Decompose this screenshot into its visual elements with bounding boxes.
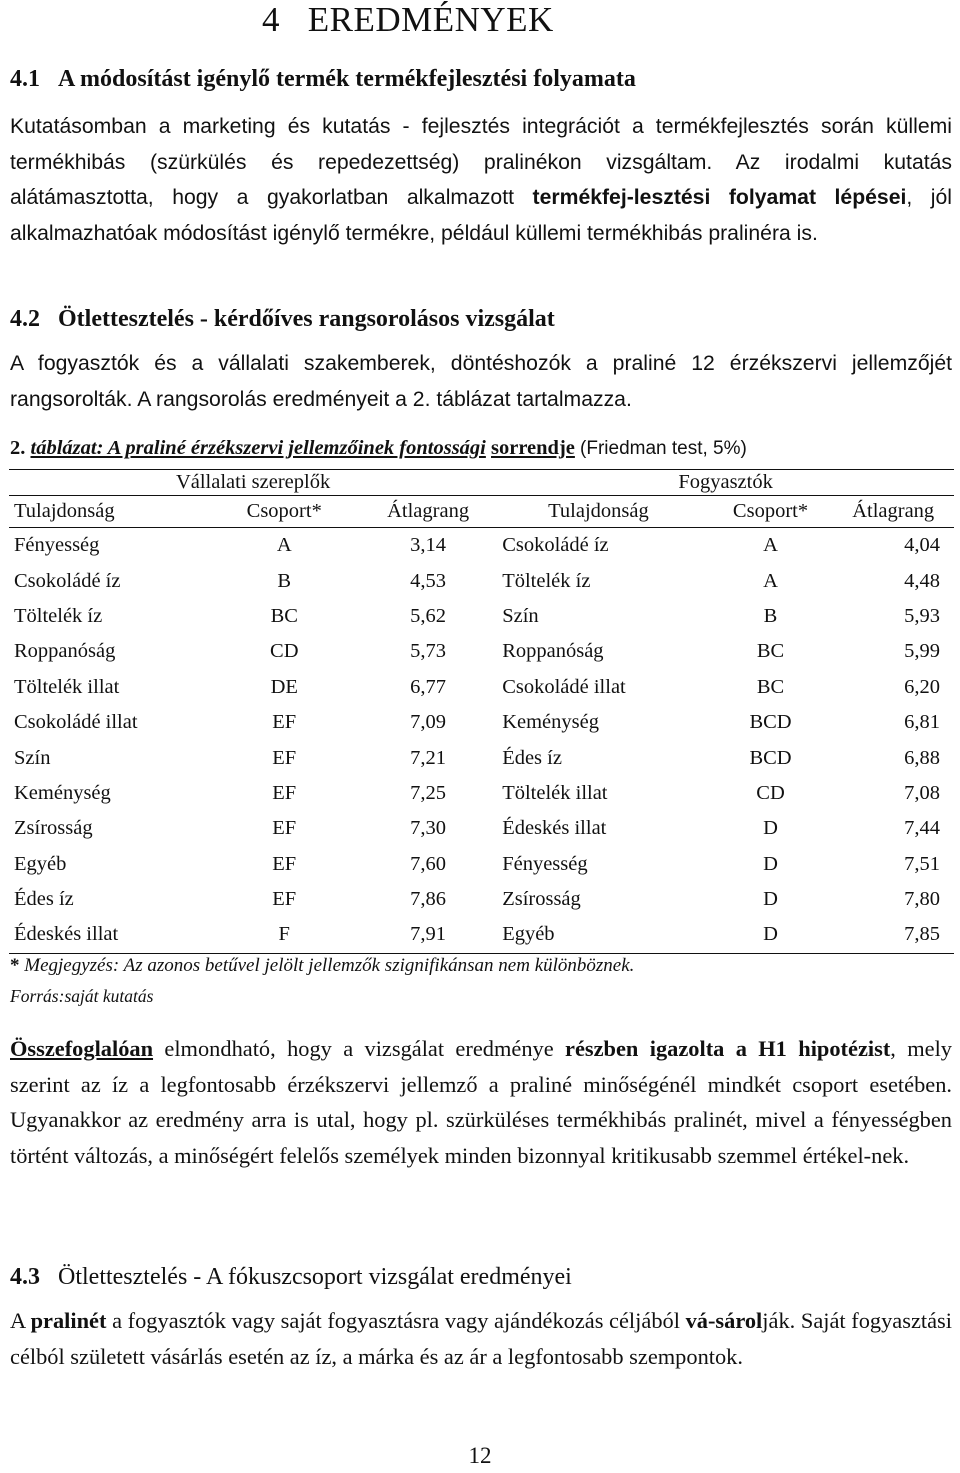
section-number: 4.1 <box>10 66 40 92</box>
caption-tail: (Friedman test, 5%) <box>580 438 747 459</box>
page-number: 12 <box>468 1443 492 1468</box>
section-title: Ötlettesztelés - A fókuszcsoport vizsgálat eredményei <box>58 1264 572 1290</box>
table-cell: D <box>763 888 778 911</box>
table-cell: EF <box>272 711 297 734</box>
table-cell: EF <box>272 781 297 804</box>
table-row <box>9 528 954 564</box>
section-number: 4.2 <box>10 306 40 332</box>
paragraph-text: ják. Saját fogyasztási célból született vásárlás esetén az íz, a márka és az ár a legfontosabb szempontok. <box>10 1308 952 1369</box>
paragraph-text: Kutatásomban a marketing és kutatás - fejlesztés integrációt a termékfejlesztés során küllemi termékhibás (szürkülés és repedezettség) pralinékon vizsgáltam. <box>10 115 952 174</box>
table-cell: 7,80 <box>904 888 940 911</box>
column-header: Tulajdonság <box>9 496 210 528</box>
table-row <box>9 705 954 740</box>
paragraph-text: , mely szerint az íz a legfontosabb érzékszervi jellemző a praliné minőségénél mindkét csoport esetében. Ugyanakkor az eredmény arra is utal, hogy pl. szürküléses termékhibás pralinét, mivel a fényességben történt változás, a minőségért felelős személyek minden bizonnyal kritikusabb szemmel értékel-nek. <box>10 1036 953 1168</box>
table-cell: Csokoládé íz <box>14 569 121 592</box>
table-cell: 4,53 <box>410 569 447 592</box>
table-cell: 5,73 <box>410 640 447 663</box>
table-row <box>9 599 954 634</box>
table-cell: 7,44 <box>904 817 940 840</box>
column-header: Csoport* <box>700 496 842 528</box>
table-cell: 7,21 <box>410 746 447 769</box>
table-cell: A <box>763 534 778 557</box>
table-row <box>9 882 954 917</box>
group-company: Vállalati szereplők <box>9 470 497 496</box>
table-cell: D <box>763 852 778 875</box>
column-header: Tulajdonság <box>497 496 699 528</box>
table-row <box>9 563 954 598</box>
table-cell: EF <box>272 746 297 769</box>
table-cell: Édes íz <box>14 888 74 911</box>
table-cell: 7,30 <box>410 817 447 840</box>
table-cell: 6,77 <box>410 675 447 698</box>
section-4-1-heading <box>10 66 636 93</box>
table-cell: Csokoládé íz <box>502 534 609 557</box>
emphasis-text: termékfej-lesztési folyamat lépései <box>532 186 907 209</box>
table-cell: D <box>763 817 778 840</box>
table-cell: Egyéb <box>497 917 699 953</box>
section-4-2-heading <box>10 306 555 333</box>
table-cell: 7,85 <box>841 917 954 953</box>
paragraph-text: A <box>10 1308 31 1333</box>
table-cell: Szín <box>502 604 539 627</box>
table-cell: Édeskés illat <box>502 817 607 840</box>
caption-bold: sorrendje <box>491 437 575 459</box>
table-row <box>9 847 954 882</box>
table-cell: BCD <box>749 746 792 769</box>
section-4-3-heading <box>10 1264 572 1291</box>
table-row <box>9 811 954 846</box>
table-caption <box>10 437 747 460</box>
table-cell: Töltelék illat <box>14 675 120 698</box>
chapter-title-text: EREDMÉNYEK <box>307 0 554 39</box>
section-4-2-paragraph <box>10 346 952 417</box>
table-cell: 4,48 <box>904 569 940 592</box>
paragraph-text: A fogyasztók és a vállalati szakemberek, döntéshozók a praliné 12 érzékszervi jellemzőjét rangsorolták. A rangsorolás eredményeit a 2. táblázat tartalmazza. <box>10 352 952 411</box>
summary-paragraph <box>10 1031 952 1173</box>
table-cell: Egyéb <box>14 852 67 875</box>
emphasis-text: részben igazolta a H1 hipotézist <box>565 1036 891 1061</box>
table-cell: 7,86 <box>410 888 447 911</box>
table-cell: 7,08 <box>904 781 940 804</box>
table-cell: EF <box>272 888 297 911</box>
table-cell: Csokoládé illat <box>14 711 138 734</box>
table-cell: 6,81 <box>904 711 940 734</box>
table-cell: Töltelék íz <box>14 604 103 627</box>
table-row <box>9 776 954 811</box>
table-cell: Fényesség <box>14 534 100 557</box>
table-cell: Töltelék illat <box>502 781 608 804</box>
chapter-title <box>262 0 554 40</box>
table-cell: D <box>700 917 842 953</box>
table-cell: CD <box>270 640 299 663</box>
section-number: 4.3 <box>10 1264 40 1290</box>
table-cell: 5,93 <box>904 604 940 627</box>
section-title: Ötlettesztelés - kérdőíves rangsorolásos vizsgálat <box>58 306 555 332</box>
table-cell: Roppanóság <box>14 640 116 663</box>
table-cell: 6,20 <box>904 675 940 698</box>
table-cell: EF <box>272 817 297 840</box>
table-cell: 4,04 <box>904 534 940 557</box>
table-body <box>9 528 954 954</box>
table-cell: 3,14 <box>410 534 447 557</box>
table-row <box>9 634 954 669</box>
table-header-row <box>9 496 954 528</box>
table-cell: 6,88 <box>904 746 940 769</box>
note-text: Megjegyzés: Az azonos betűvel jelölt jellemzők szignifikánsan nem különböznek. <box>24 955 635 976</box>
ranking-table <box>9 469 954 954</box>
note-asterisk: * <box>10 955 20 976</box>
table-cell: 5,99 <box>904 640 940 663</box>
table-row <box>9 670 954 705</box>
table-cell: 7,25 <box>410 781 447 804</box>
table-cell: Keménység <box>14 781 111 804</box>
section-4-3-paragraph <box>10 1303 952 1374</box>
section-title: A módosítást igénylő termék termékfejlesztési folyamata <box>58 66 636 92</box>
table-row <box>9 740 954 775</box>
group-consumers: Fogyasztók <box>497 470 954 496</box>
table-cell: Szín <box>14 746 51 769</box>
emphasis-text: pralinét <box>30 1308 107 1333</box>
table-cell: A <box>763 569 778 592</box>
table-cell: Zsírosság <box>502 888 581 911</box>
table-cell: Édeskés illat <box>9 917 210 953</box>
table-cell: Keménység <box>502 711 599 734</box>
paragraph-text: a fogyasztók vagy saját fogyasztásra vagy ajándékozás céljából <box>106 1308 686 1333</box>
table-cell: Csokoládé illat <box>502 675 626 698</box>
table-cell: BC <box>756 675 785 698</box>
paragraph-text: , jól alkalmazhatóak módosítást igénylő termékre, például küllemi termékhibás pralinéra is. <box>10 186 952 245</box>
emphasis-text: vá-sárol <box>685 1308 763 1333</box>
chapter-number: 4 <box>262 0 280 39</box>
table-cell: 7,60 <box>410 852 447 875</box>
table-cell: Roppanóság <box>502 640 604 663</box>
table-cell: F <box>210 917 359 953</box>
table-cell: BC <box>756 640 785 663</box>
table-cell: Zsírosság <box>14 817 93 840</box>
table-cell: Fényesség <box>502 852 588 875</box>
column-header: Csoport* <box>210 496 359 528</box>
table-cell: EF <box>272 852 297 875</box>
table-cell: Töltelék íz <box>502 569 591 592</box>
column-header: Átlagrang <box>359 496 497 528</box>
table-cell: 7,09 <box>410 711 447 734</box>
table-group-header <box>9 470 954 496</box>
table-cell: A <box>276 534 292 557</box>
paragraph-text: elmondható, hogy a vizsgálat eredménye <box>153 1036 566 1061</box>
table-cell: BCD <box>749 711 792 734</box>
table-cell: 5,62 <box>410 604 447 627</box>
table-cell: Édes íz <box>502 746 562 769</box>
table-cell: BC <box>270 604 298 627</box>
paragraph-text: Az irodalmi kutatás alátámasztotta, hogy a gyakorlatban alkalmazott <box>10 150 952 209</box>
summary-lead: Összefoglalóan <box>10 1036 154 1061</box>
table-cell: B <box>277 569 292 592</box>
section-4-1-paragraph <box>10 109 952 251</box>
caption-number: 2. <box>10 437 26 459</box>
caption-italic: táblázat: A praliné érzékszervi jellemzőinek fontossági <box>30 437 486 459</box>
column-header: Átlagrang <box>841 496 954 528</box>
table-cell: B <box>763 604 778 627</box>
table-source: Forrás:saját kutatás <box>10 986 154 1006</box>
table-row <box>9 917 954 953</box>
table-cell: 7,91 <box>359 917 497 953</box>
table-cell: DE <box>270 675 298 698</box>
table-cell: CD <box>756 781 785 804</box>
table-note <box>10 955 634 977</box>
table-cell: 7,51 <box>904 852 940 875</box>
